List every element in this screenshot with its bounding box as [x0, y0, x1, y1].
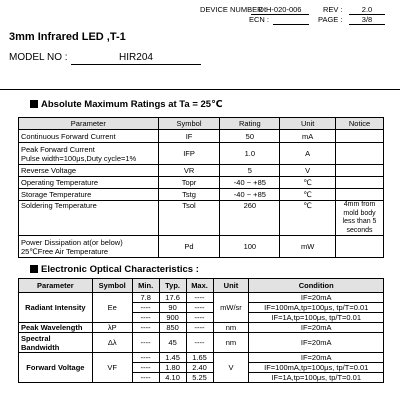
col-header: Symbol	[92, 279, 132, 293]
unit-cell: V	[280, 165, 336, 177]
symbol-cell: λP	[92, 323, 132, 333]
typ-cell: 90	[159, 303, 186, 313]
rating-cell: 50	[220, 130, 280, 143]
rating-cell: 1.0	[220, 143, 280, 165]
min-cell: ----	[132, 373, 159, 383]
min-cell: ----	[132, 363, 159, 373]
col-header: Min.	[132, 279, 159, 293]
table-row	[19, 236, 384, 258]
table-row	[19, 165, 384, 177]
symbol-cell: Topr	[158, 177, 220, 189]
table-row	[19, 323, 384, 333]
param-line: 25℃Free Air Temperature	[21, 246, 109, 256]
col-header: Parameter	[19, 118, 159, 130]
condition-cell: IF=20mA	[249, 323, 384, 333]
unit-cell: V	[213, 353, 249, 383]
min-cell: ----	[132, 303, 159, 313]
symbol-cell: Pd	[158, 236, 220, 258]
col-header: Typ.	[159, 279, 186, 293]
abs-max-heading-text: Absolute Maximum Ratings at Ta = 25℃	[41, 99, 223, 110]
abs-max-table	[18, 117, 384, 258]
typ-cell: 1.45	[159, 353, 186, 363]
condition-cell: IF=20mA	[249, 353, 384, 363]
unit-cell: mA	[280, 130, 336, 143]
unit-cell: mW	[280, 236, 336, 258]
typ-cell: 17.6	[159, 293, 186, 303]
device-number-value: DIH-020-006	[251, 5, 309, 15]
table-header-row	[19, 118, 384, 130]
ecn-value	[273, 15, 309, 25]
unit-cell: nm	[213, 323, 249, 333]
col-header: Rating	[220, 118, 280, 130]
rev-value: 2.0	[349, 5, 385, 15]
condition-cell: IF=100mA,tp=100μs, tp/T=0.01	[249, 303, 384, 313]
square-bullet-icon	[30, 100, 38, 108]
symbol-cell: IF	[158, 130, 220, 143]
typ-cell: 1.80	[159, 363, 186, 373]
unit-cell: A	[280, 143, 336, 165]
rating-cell: 260	[220, 201, 280, 236]
symbol-cell: VR	[158, 165, 220, 177]
param-cell: Continuous Forward Current	[19, 130, 159, 143]
param-cell: Radiant Intensity	[19, 293, 93, 323]
table-row	[19, 130, 384, 143]
param-cell: Peak Wavelength	[19, 323, 93, 333]
max-cell: ----	[186, 323, 213, 333]
device-number-label: DEVICE NUMBER :	[200, 5, 267, 14]
notice-cell	[336, 130, 384, 143]
ecn-label: ECN :	[249, 15, 270, 24]
param-cell: Soldering Temperature	[19, 201, 159, 236]
col-header: Max.	[186, 279, 213, 293]
param-cell: Forward Voltage	[19, 353, 93, 383]
param-cell	[19, 143, 159, 165]
param-cell: Operating Temperature	[19, 177, 159, 189]
notice-cell	[336, 189, 384, 201]
max-cell: 5.25	[186, 373, 213, 383]
table-row	[19, 177, 384, 189]
min-cell: ----	[132, 313, 159, 323]
table-row	[19, 293, 384, 303]
typ-cell: 850	[159, 323, 186, 333]
condition-cell: IF=100mA,tp=100μs, tp/T=0.01	[249, 363, 384, 373]
model-value: HIR204	[71, 52, 201, 65]
max-cell: 2.40	[186, 363, 213, 373]
unit-cell: ℃	[280, 201, 336, 236]
max-cell: ----	[186, 313, 213, 323]
square-bullet-icon	[30, 265, 38, 273]
eoc-heading-text: Electronic Optical Characteristics :	[41, 264, 199, 275]
max-cell: ----	[186, 293, 213, 303]
symbol-cell: Tsol	[158, 201, 220, 236]
model-number-row	[9, 52, 153, 63]
page-number: 3/8	[349, 15, 385, 25]
symbol-cell: IFP	[158, 143, 220, 165]
document-header	[0, 0, 400, 26]
notice-cell	[336, 165, 384, 177]
table-row	[19, 143, 384, 165]
symbol-cell: VF	[92, 353, 132, 383]
condition-cell: IF=20mA	[249, 293, 384, 303]
table-row	[19, 189, 384, 201]
condition-cell: IF=20mA	[249, 333, 384, 353]
col-header: Notice	[336, 118, 384, 130]
eoc-table	[18, 278, 384, 383]
param-cell: Storage Temperature	[19, 189, 159, 201]
param-line: Power Dissipation at(or below)	[21, 237, 123, 247]
col-header: Symbol	[158, 118, 220, 130]
table-row	[19, 353, 384, 363]
unit-cell: ℃	[280, 189, 336, 201]
param-line: Bandwidth	[21, 342, 60, 352]
unit-cell: mW/sr	[213, 293, 249, 323]
rating-cell: -40 ~ +85	[220, 189, 280, 201]
typ-cell: 4.10	[159, 373, 186, 383]
symbol-cell: Tstg	[158, 189, 220, 201]
condition-cell: IF=1A,tp=100μs, tp/T=0.01	[249, 373, 384, 383]
model-label: MODEL NO :	[9, 52, 68, 63]
min-cell: ----	[132, 333, 159, 353]
col-header: Condition	[249, 279, 384, 293]
param-cell	[19, 236, 159, 258]
typ-cell: 900	[159, 313, 186, 323]
symbol-cell: Ee	[92, 293, 132, 323]
divider	[0, 89, 400, 90]
notice-cell	[336, 143, 384, 165]
param-line: Spectral	[21, 333, 51, 343]
condition-cell: IF=1A,tp=100μs, tp/T=0.01	[249, 313, 384, 323]
rating-cell: 100	[220, 236, 280, 258]
max-cell: 1.65	[186, 353, 213, 363]
eoc-heading	[30, 264, 199, 275]
table-row	[19, 333, 384, 353]
max-cell: ----	[186, 333, 213, 353]
param-cell	[19, 333, 93, 353]
unit-cell: nm	[213, 333, 249, 353]
notice-cell	[336, 177, 384, 189]
col-header: Unit	[280, 118, 336, 130]
abs-max-heading	[30, 99, 223, 110]
rating-cell: -40 ~ +85	[220, 177, 280, 189]
param-line: Peak Forward Current	[21, 144, 95, 154]
min-cell: ----	[132, 353, 159, 363]
param-cell: Reverse Voltage	[19, 165, 159, 177]
page-title: 3mm Infrared LED ,T-1	[9, 31, 126, 43]
rating-cell: 5	[220, 165, 280, 177]
min-cell: 7.8	[132, 293, 159, 303]
max-cell: ----	[186, 303, 213, 313]
min-cell: ----	[132, 323, 159, 333]
notice-cell	[336, 236, 384, 258]
typ-cell: 45	[159, 333, 186, 353]
page-label: PAGE :	[318, 15, 343, 24]
table-header-row	[19, 279, 384, 293]
symbol-cell: Δλ	[92, 333, 132, 353]
param-line: Pulse width=100μs,Duty cycle=1%	[21, 153, 137, 163]
unit-cell: ℃	[280, 177, 336, 189]
rev-label: REV :	[323, 5, 343, 14]
col-header: Parameter	[19, 279, 93, 293]
notice-cell: 4mm from mold body less than 5 seconds	[336, 201, 384, 236]
table-row	[19, 201, 384, 236]
col-header: Unit	[213, 279, 249, 293]
